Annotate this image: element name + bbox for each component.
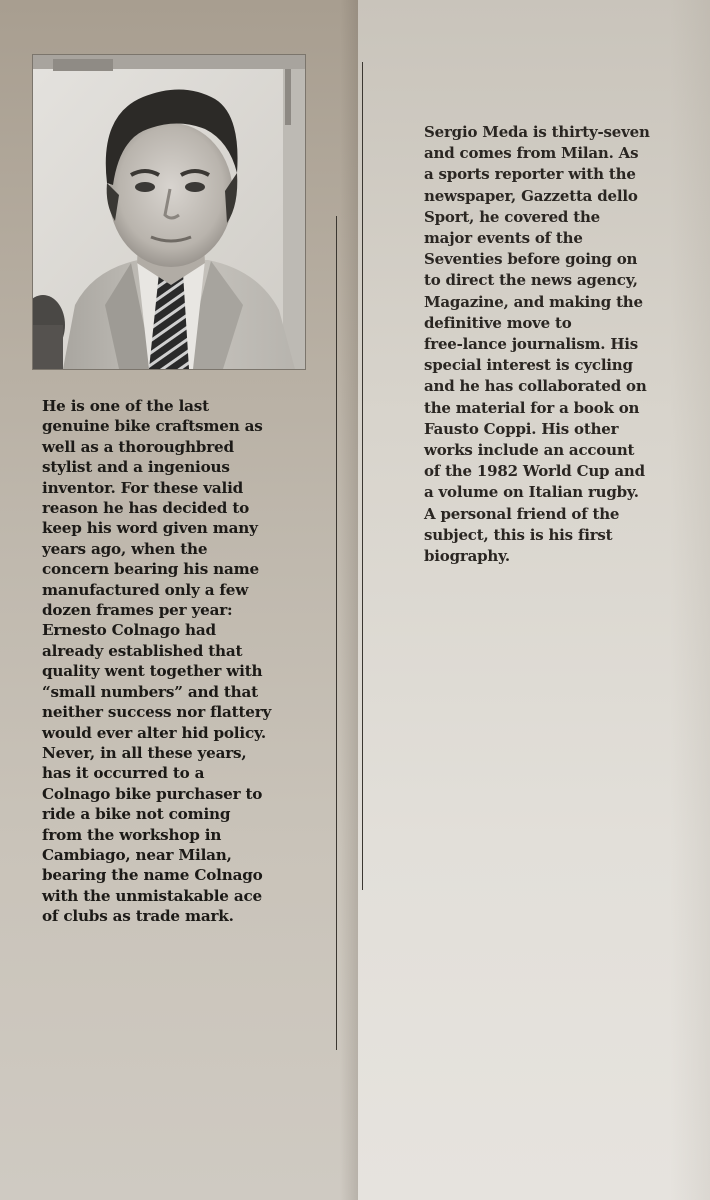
- text-line: biography.: [424, 547, 510, 566]
- column-divider-left: [336, 216, 337, 1050]
- text-line: “small numbers” and that: [42, 682, 258, 701]
- text-line: subject, this is his first: [424, 525, 613, 544]
- text-line: to direct the news agency,: [424, 271, 638, 290]
- text-line: has it occurred to a: [42, 764, 205, 783]
- text-line: Sport, he covered the: [424, 207, 601, 226]
- text-line: of the 1982 World Cup and: [424, 462, 645, 481]
- text-line: the material for a book on: [424, 398, 640, 417]
- text-line: from the workshop in: [42, 825, 222, 844]
- text-line: quality went together with: [42, 662, 263, 681]
- text-line: a volume on Italian rugby.: [424, 483, 639, 502]
- text-line: years ago, when the: [42, 539, 208, 558]
- text-line: would ever alter hid policy.: [42, 723, 266, 742]
- text-line: works include an account: [424, 441, 635, 460]
- text-line: concern bearing his name: [42, 560, 259, 579]
- text-line: Magazine, and making the: [424, 292, 643, 311]
- column-divider-right: [362, 62, 363, 890]
- text-line: newspaper, Gazzetta dello: [424, 186, 638, 205]
- text-line: He is one of the last: [42, 397, 209, 415]
- text-line: already established that: [42, 641, 243, 660]
- text-line: major events of the: [424, 229, 583, 248]
- text-line: bearing the name Colnago: [42, 866, 263, 885]
- subject-description-paragraph: [42, 396, 304, 927]
- text-line: Ernesto Colnago had: [42, 621, 216, 640]
- text-line: Colnago bike purchaser to: [42, 784, 263, 803]
- text-line: definitive move to: [424, 313, 572, 332]
- text-line: well as a thoroughbred: [42, 437, 234, 456]
- text-line: ride a bike not coming: [42, 805, 231, 824]
- text-line: Sergio Meda is thirty-seven: [424, 123, 650, 141]
- text-line: reason he has decided to: [42, 499, 250, 518]
- text-line: Cambiago, near Milan,: [42, 845, 232, 864]
- text-line: and he has collaborated on: [424, 377, 647, 396]
- author-photo: [32, 54, 306, 370]
- text-line: free-lance journalism. His: [424, 335, 639, 354]
- text-line: stylist and a ingenious: [42, 458, 230, 477]
- text-line: A personal friend of the: [424, 504, 620, 523]
- text-line: inventor. For these valid: [42, 478, 244, 497]
- text-line: dozen frames per year:: [42, 601, 233, 620]
- text-line: special interest is cycling: [424, 356, 633, 375]
- text-line: a sports reporter with the: [424, 165, 636, 184]
- text-line: Fausto Coppi. His other: [424, 419, 619, 438]
- text-line: of clubs as trade mark.: [42, 907, 234, 926]
- text-line: genuine bike craftsmen as: [42, 417, 263, 436]
- text-line: Seventies before going on: [424, 250, 638, 269]
- text-line: and comes from Milan. As: [424, 144, 639, 163]
- text-line: manufactured only a few: [42, 580, 249, 599]
- text-line: neither success nor flattery: [42, 703, 272, 722]
- author-bio-paragraph: [424, 122, 690, 567]
- text-line: with the unmistakable ace: [42, 886, 262, 905]
- text-line: Never, in all these years,: [42, 743, 247, 762]
- text-line: keep his word given many: [42, 519, 258, 538]
